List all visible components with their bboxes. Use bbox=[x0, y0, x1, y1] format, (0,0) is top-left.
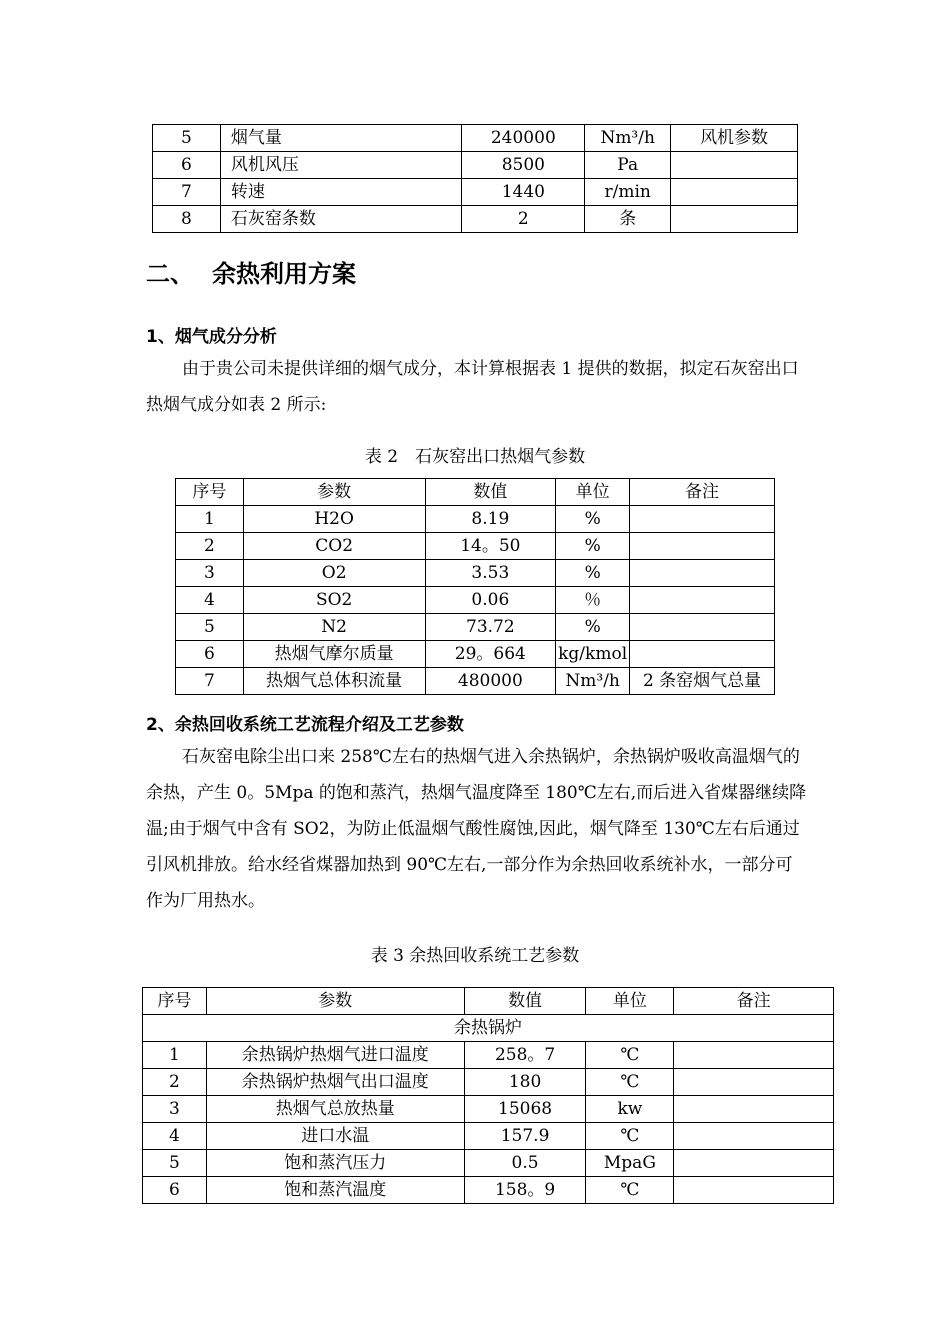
table-cell: 石灰窑条数 bbox=[220, 206, 462, 233]
table-cell bbox=[630, 533, 775, 560]
table-cell: 单位 bbox=[586, 988, 674, 1015]
table-cell: 单位 bbox=[556, 479, 630, 506]
table-cell: 158。9 bbox=[464, 1177, 586, 1204]
table-cell: 条 bbox=[585, 206, 671, 233]
table-cell: 7 bbox=[153, 179, 221, 206]
table-cell: H2O bbox=[243, 506, 425, 533]
table-cell: 4 bbox=[176, 587, 244, 614]
table-cell: 8.19 bbox=[425, 506, 556, 533]
table-cell: 258。7 bbox=[464, 1042, 586, 1069]
table-1 bbox=[152, 124, 798, 233]
table-cell bbox=[630, 641, 775, 668]
table-cell: 转速 bbox=[220, 179, 462, 206]
table-cell: % bbox=[556, 614, 630, 641]
table-cell: 180 bbox=[464, 1069, 586, 1096]
table-cell bbox=[630, 506, 775, 533]
table-cell: ％ bbox=[556, 587, 630, 614]
table-cell: 2 bbox=[176, 533, 244, 560]
table-cell bbox=[630, 560, 775, 587]
table-cell: 73.72 bbox=[425, 614, 556, 641]
table-cell: 5 bbox=[143, 1150, 207, 1177]
table-row bbox=[176, 641, 775, 668]
table-row bbox=[153, 125, 798, 152]
table-row bbox=[153, 179, 798, 206]
table-header-row bbox=[143, 988, 834, 1015]
table-cell: 饱和蒸汽温度 bbox=[206, 1177, 464, 1204]
table-cell: Nm³/h bbox=[585, 125, 671, 152]
subsection-heading-1: 1、烟气成分分析 bbox=[146, 327, 277, 347]
table-cell: 风机参数 bbox=[671, 125, 798, 152]
table-cell: 15068 bbox=[464, 1096, 586, 1123]
table-cell: 4 bbox=[143, 1123, 207, 1150]
table-cell bbox=[674, 1069, 834, 1096]
table-cell: 1 bbox=[176, 506, 244, 533]
table-cell bbox=[671, 152, 798, 179]
table-cell: 1 bbox=[143, 1042, 207, 1069]
table-row bbox=[143, 1150, 834, 1177]
table-cell: 8 bbox=[153, 206, 221, 233]
table-cell: 数值 bbox=[464, 988, 586, 1015]
table-cell: kg/kmol bbox=[556, 641, 630, 668]
table-cell: N2 bbox=[243, 614, 425, 641]
table-cell: ℃ bbox=[586, 1042, 674, 1069]
table-cell: 3.53 bbox=[425, 560, 556, 587]
section-number: 二、 bbox=[146, 260, 194, 288]
table-cell: 14。50 bbox=[425, 533, 556, 560]
table-cell: 3 bbox=[176, 560, 244, 587]
table-cell: O2 bbox=[243, 560, 425, 587]
table-cell: 0.06 bbox=[425, 587, 556, 614]
table-cell: 2 条窑烟气总量 bbox=[630, 668, 775, 695]
table-cell: SO2 bbox=[243, 587, 425, 614]
table-cell: 8500 bbox=[462, 152, 585, 179]
table-row bbox=[143, 1042, 834, 1069]
table-row bbox=[143, 1096, 834, 1123]
table-row bbox=[176, 587, 775, 614]
subsection-heading-2: 2、余热回收系统工艺流程介绍及工艺参数 bbox=[146, 715, 464, 735]
table-cell: 余热锅炉热烟气进口温度 bbox=[206, 1042, 464, 1069]
table-row bbox=[176, 506, 775, 533]
table-cell: % bbox=[556, 533, 630, 560]
table-2 bbox=[175, 478, 775, 695]
table-cell: 157.9 bbox=[464, 1123, 586, 1150]
table-cell: MpaG bbox=[586, 1150, 674, 1177]
table-cell bbox=[674, 1177, 834, 1204]
table-cell bbox=[674, 1042, 834, 1069]
table-cell: 余热锅炉热烟气出口温度 bbox=[206, 1069, 464, 1096]
table-cell: 序号 bbox=[143, 988, 207, 1015]
table-row bbox=[153, 206, 798, 233]
table-cell: 5 bbox=[153, 125, 221, 152]
table-cell: 6 bbox=[143, 1177, 207, 1204]
table-cell: 6 bbox=[153, 152, 221, 179]
table-cell bbox=[674, 1123, 834, 1150]
table-row bbox=[153, 152, 798, 179]
table-cell: Nm³/h bbox=[556, 668, 630, 695]
table-cell bbox=[674, 1096, 834, 1123]
table-row bbox=[143, 1123, 834, 1150]
table-cell: 数值 bbox=[425, 479, 556, 506]
section-heading bbox=[146, 254, 356, 289]
table-cell bbox=[630, 587, 775, 614]
table-cell: ℃ bbox=[586, 1069, 674, 1096]
table-cell: 热烟气总放热量 bbox=[206, 1096, 464, 1123]
table-row bbox=[176, 668, 775, 695]
table-cell: 备注 bbox=[674, 988, 834, 1015]
table-cell: 7 bbox=[176, 668, 244, 695]
table-cell bbox=[671, 206, 798, 233]
table-group-row bbox=[143, 1015, 834, 1042]
table-row bbox=[176, 614, 775, 641]
table-cell: 3 bbox=[143, 1096, 207, 1123]
table-cell bbox=[630, 614, 775, 641]
table-cell: 参数 bbox=[243, 479, 425, 506]
table-cell: 热烟气摩尔质量 bbox=[243, 641, 425, 668]
table-cell: kw bbox=[586, 1096, 674, 1123]
table-cell: 2 bbox=[462, 206, 585, 233]
paragraph-1: 由于贵公司未提供详细的烟气成分，本计算根据表 1 提供的数据，拟定石灰窑出口热烟气成分如表 2 所示: bbox=[146, 359, 799, 415]
table-cell: 1440 bbox=[462, 179, 585, 206]
table-3 bbox=[142, 987, 834, 1204]
table-cell: % bbox=[556, 506, 630, 533]
table-2-caption: 表 2 石灰窑出口热烟气参数 bbox=[364, 447, 586, 467]
table-cell: CO2 bbox=[243, 533, 425, 560]
table-cell: 序号 bbox=[176, 479, 244, 506]
table-cell: 5 bbox=[176, 614, 244, 641]
section-title: 余热利用方案 bbox=[212, 260, 356, 288]
table-cell: 风机风压 bbox=[220, 152, 462, 179]
table-cell: Pa bbox=[585, 152, 671, 179]
table-3-caption: 表 3 余热回收系统工艺参数 bbox=[370, 946, 580, 966]
table-header-row bbox=[176, 479, 775, 506]
table-cell: 参数 bbox=[206, 988, 464, 1015]
table-cell bbox=[674, 1150, 834, 1177]
table-cell: 480000 bbox=[425, 668, 556, 695]
table-cell: 饱和蒸汽压力 bbox=[206, 1150, 464, 1177]
table-cell: 29。664 bbox=[425, 641, 556, 668]
table-cell: 烟气量 bbox=[220, 125, 462, 152]
paragraph-2: 石灰窑电除尘出口来 258℃左右的热烟气进入余热锅炉，余热锅炉吸收高温烟气的余热，产生 0。5Mpa 的饱和蒸汽，热烟气温度降至 180℃左右,而后进入省煤器继续降温;由于烟气中含有 SO2，为防止低温烟气酸性腐蚀,因此，烟气降至 130℃左右后通过引风机排放。给水经省煤器加热到 90℃左右,一部分作为余热回收系统补水，一部分可作为厂用热水。 bbox=[146, 747, 807, 911]
table-cell: r/min bbox=[585, 179, 671, 206]
table-cell: ℃ bbox=[586, 1177, 674, 1204]
table-row bbox=[176, 560, 775, 587]
table-row bbox=[143, 1177, 834, 1204]
table-cell: 备注 bbox=[630, 479, 775, 506]
table-cell: ℃ bbox=[586, 1123, 674, 1150]
table-cell: 进口水温 bbox=[206, 1123, 464, 1150]
table-row bbox=[176, 533, 775, 560]
table-row bbox=[143, 1069, 834, 1096]
table-cell: 240000 bbox=[462, 125, 585, 152]
table-cell: 6 bbox=[176, 641, 244, 668]
table-cell bbox=[671, 179, 798, 206]
table-group-label: 余热锅炉 bbox=[143, 1015, 834, 1042]
table-cell: 热烟气总体积流量 bbox=[243, 668, 425, 695]
table-cell: 2 bbox=[143, 1069, 207, 1096]
table-cell: % bbox=[556, 560, 630, 587]
table-cell: 0.5 bbox=[464, 1150, 586, 1177]
